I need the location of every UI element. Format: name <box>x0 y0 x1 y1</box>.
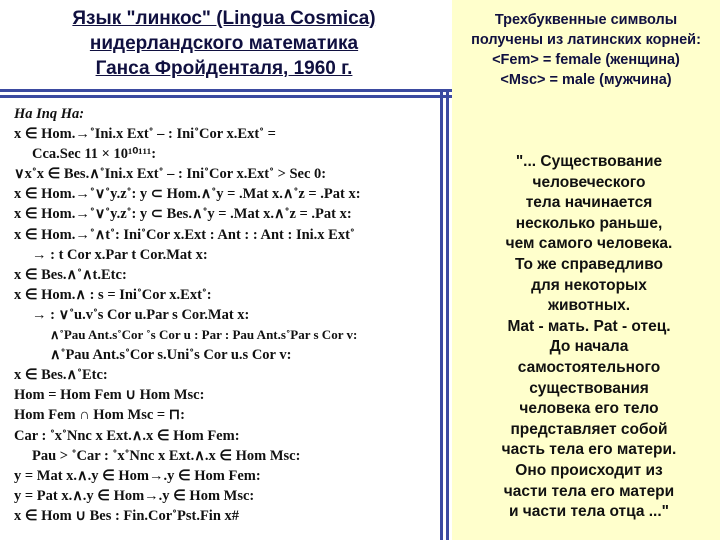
title-line: нидерландского математика <box>89 33 359 54</box>
quote-line: несколько раньше, <box>515 214 663 232</box>
formula-line: x ∈ Bes.∧˚∧t.Etc: <box>14 266 127 283</box>
explanation-panel <box>452 0 720 540</box>
symbols-note <box>452 10 720 90</box>
quote-line: Mat - мать. Pat - отец. <box>507 317 671 335</box>
formula-line: x ∈ Hom.→˚∧t˚: Ini˚Cor x.Ext : Ant : : Ant : Ini.x Ext˚ <box>14 226 355 243</box>
quote-line: часть тела его матери. <box>501 441 677 459</box>
quote-line: "... Существование <box>515 153 663 170</box>
quote-line: самостоятельного <box>517 358 661 376</box>
quote-line: для некоторых <box>531 276 647 294</box>
quote-line: человеческого <box>532 173 646 191</box>
divider-rule <box>446 90 449 540</box>
formula-line: x ∈ Hom.→˚∨˚y.z˚: y ⊂ Hom.∧˚y = .Mat x.∧˚z = .Pat x: <box>14 186 361 203</box>
formula-line: y = Pat x.∧.y ∈ Hom→.y ∈ Hom Msc: <box>14 487 255 504</box>
formula-line: x ∈ Bes.∧˚Etc: <box>14 367 108 384</box>
note-line: Трехбуквенные символы <box>494 12 678 28</box>
quote-line: существования <box>529 379 649 397</box>
divider-rule <box>0 89 452 92</box>
formula-line: x ∈ Hom ∪ Bes : Fin.Cor˚Pst.Fin x# <box>14 507 240 524</box>
quote-text <box>458 152 720 523</box>
quote-line: животных. <box>547 297 631 315</box>
quote-line: То же справедливо <box>515 255 663 273</box>
formula-line: → : t Cor x.Par t Cor.Mat x: <box>32 246 208 263</box>
formula-line: Hom Fem ∩ Hom Msc = ⊓: <box>14 407 185 424</box>
formula-line: x ∈ Hom.∧ : s = Ini˚Cor x.Ext˚: <box>14 286 212 303</box>
formula-line: x ∈ Hom.→˚∨˚y.z˚: y ⊂ Bes.∧˚y = .Mat x.∧˚z = .Pat x: <box>14 206 352 223</box>
note-line: <Msc> = male (мужчина) <box>500 72 672 88</box>
quote-line: тела начинается <box>525 194 653 212</box>
formula-line: → : ∨˚u.v˚s Cor u.Par s Cor.Mat x: <box>32 306 250 323</box>
quote-line: части тела его матери <box>503 482 675 500</box>
title-line: Ганса Фройденталя, 1960 г. <box>95 58 353 79</box>
quote-line: Оно происходит из <box>515 461 663 479</box>
quote-line: чем самого человека. <box>505 235 673 253</box>
formula-line: Car : ˚x˚Nnc x Ext.∧.x ∈ Hom Fem: <box>14 427 240 444</box>
quote-line: человека его тело <box>519 400 659 418</box>
formula-line: Ha Inq Ha: <box>14 106 85 122</box>
page-title <box>14 6 434 81</box>
linkos-formula-block <box>14 104 444 526</box>
note-line: получены из латинских корней: <box>471 32 701 48</box>
formula-line: Pau > ˚Car : ˚x˚Nnc x Ext.∧.x ∈ Hom Msc: <box>32 447 301 464</box>
note-line: <Fem> = female (женщина) <box>492 52 680 68</box>
formula-line: ∧˚Pau Ant.s˚Cor ˚s Cor u : Par : Pau Ant.s˚Par s Cor v: <box>50 327 358 343</box>
formula-line: Hom = Hom Fem ∪ Hom Msc: <box>14 387 205 404</box>
quote-line: представляет собой <box>510 420 668 438</box>
formula-line: y = Mat x.∧.y ∈ Hom→.y ∈ Hom Fem: <box>14 467 261 484</box>
formula-line: Cca.Sec 11 × 10¹⁰¹¹¹: <box>32 146 157 163</box>
formula-line: ∧˚Pau Ant.s˚Cor s.Uni˚s Cor u.s Cor v: <box>50 347 292 364</box>
formula-line: x ∈ Hom.→˚Ini.x Ext˚ – : Ini˚Cor x.Ext˚ = <box>14 126 276 143</box>
quote-line: До начала <box>549 338 629 356</box>
formula-line: ∨x˚x ∈ Bes.∧˚Ini.x Ext˚ – : Ini˚Cor x.Ext˚ > Sec 0: <box>14 166 327 183</box>
divider-rule <box>0 95 452 98</box>
quote-line: и части тела отца ..." <box>508 503 670 521</box>
title-line: Язык "линкос" (Lingua Cosmica) <box>72 8 376 29</box>
